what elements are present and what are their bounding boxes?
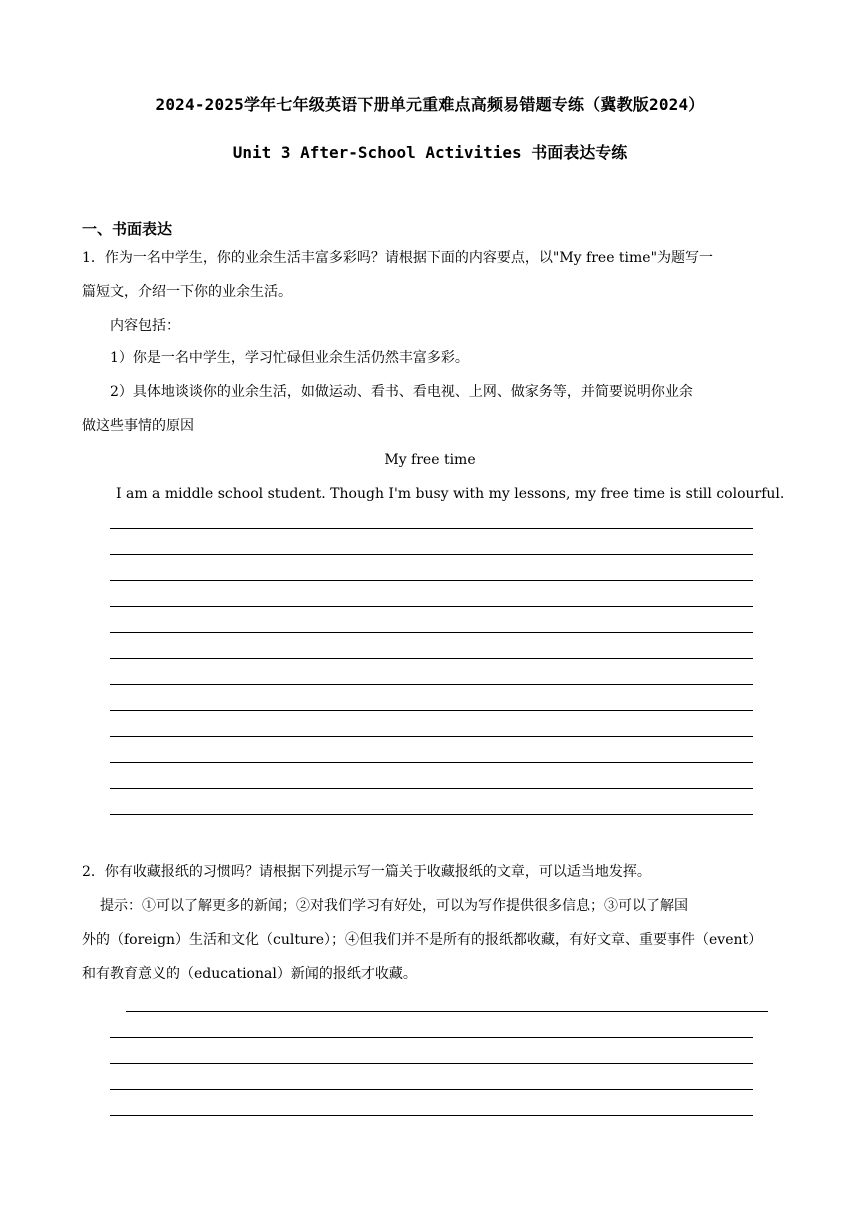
answer-line[interactable] [110, 607, 753, 633]
q1-prompt-line2: 篇短文，介绍一下你的业余生活。 [82, 284, 292, 300]
answer-line[interactable] [110, 1064, 753, 1090]
q1-point-2-line1: 2）具体地谈谈你的业余生活，如做运动、看书、看电视、上网、做家务等，并简要说明你业余 [110, 384, 693, 400]
q1-essay-opening: I am a middle school student. Though I'm busy with my lessons, my free time is still colourful. [116, 486, 785, 502]
q1-essay-title: My free time [384, 452, 476, 468]
q1-content-label: 内容包括： [110, 318, 180, 334]
answer-line[interactable] [110, 1090, 753, 1116]
q1-point-1: 1）你是一名中学生，学习忙碌但业余生活仍然丰富多彩。 [110, 350, 469, 366]
document-title: 2024-2025学年七年级英语下册单元重难点高频易错题专练（冀教版2024） [155, 95, 705, 114]
q2-hint-line1: 提示：①可以了解更多的新闻；②对我们学习有好处，可以为写作提供很多信息；③可以了解国 [100, 898, 688, 914]
q2-first-answer-line [126, 986, 768, 1012]
answer-line[interactable] [110, 1012, 753, 1038]
answer-line[interactable] [110, 581, 753, 607]
answer-line[interactable] [110, 737, 753, 763]
answer-line[interactable] [126, 986, 768, 1012]
answer-line[interactable] [110, 685, 753, 711]
answer-line[interactable] [110, 711, 753, 737]
document-subtitle: Unit 3 After-School Activities 书面表达专练 [232, 143, 628, 162]
answer-line[interactable] [110, 659, 753, 685]
q2-hint-line2: 外的（foreign）生活和文化（culture）；④但我们并不是所有的报纸都收藏，有好文章、重要事件（event） [82, 932, 763, 948]
answer-line[interactable] [110, 555, 753, 581]
answer-line[interactable] [110, 789, 753, 815]
q1-point-2-line2: 做这些事情的原因 [82, 418, 194, 434]
answer-line[interactable] [110, 763, 753, 789]
answer-line[interactable] [110, 1038, 753, 1064]
q2-prompt: 2．你有收藏报纸的习惯吗？请根据下列提示写一篇关于收藏报纸的文章，可以适当地发挥。 [82, 864, 651, 880]
q1-answer-lines [110, 503, 753, 815]
answer-line[interactable] [110, 503, 753, 529]
q2-answer-lines [110, 1012, 753, 1116]
answer-line[interactable] [110, 633, 753, 659]
answer-line[interactable] [110, 529, 753, 555]
q2-hint-line3: 和有教育意义的（educational）新闻的报纸才收藏。 [82, 966, 417, 982]
q1-prompt-line1: 1．作为一名中学生，你的业余生活丰富多彩吗？请根据下面的内容要点，以"My free time"为题写一 [82, 250, 714, 266]
section-heading: 一、书面表达 [82, 220, 173, 238]
